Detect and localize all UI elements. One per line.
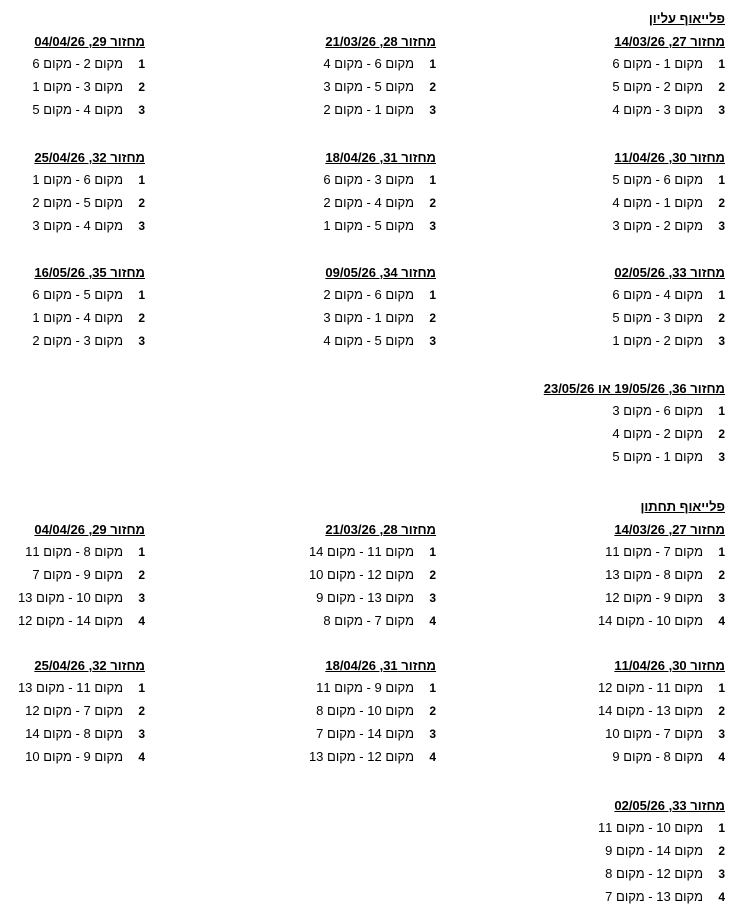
match-number: 1 [429, 57, 436, 71]
round-block [0, 150, 145, 239]
round-title: מחזור 29, 04/04/26 [34, 34, 145, 49]
round-title: מחזור 33, 02/05/26 [614, 265, 725, 280]
match-number: 3 [138, 334, 145, 348]
round-title: מחזור 30, 11/04/26 [614, 658, 725, 673]
match-text: מקום 8 - מקום 9 [612, 749, 703, 764]
match-row [475, 701, 725, 724]
match-row [186, 542, 436, 565]
match-number: 1 [138, 57, 145, 71]
match-row [0, 100, 145, 123]
match-text: מקום 12 - מקום 8 [605, 866, 703, 881]
match-row [475, 678, 725, 701]
match-number: 2 [138, 704, 145, 718]
round-title: מחזור 35, 16/05/26 [34, 265, 145, 280]
match-number: 3 [718, 450, 725, 464]
match-text: מקום 14 - מקום 9 [605, 843, 703, 858]
match-text: מקום 2 - מקום 6 [32, 56, 123, 71]
match-row [0, 724, 145, 747]
round-block [186, 522, 436, 634]
match-number: 3 [138, 219, 145, 233]
match-row [475, 818, 725, 841]
match-row [0, 193, 145, 216]
match-row [186, 701, 436, 724]
match-row [186, 565, 436, 588]
match-text: מקום 3 - מקום 5 [612, 310, 703, 325]
match-text: מקום 1 - מקום 5 [612, 449, 703, 464]
match-text: מקום 1 - מקום 4 [612, 195, 703, 210]
match-row [0, 285, 145, 308]
match-row [475, 424, 725, 447]
match-number: 3 [429, 219, 436, 233]
round-title: מחזור 36, 19/05/26 או 23/05/26 [543, 381, 725, 396]
match-number: 3 [718, 103, 725, 117]
match-text: מקום 6 - מקום 5 [612, 172, 703, 187]
match-text: מקום 3 - מקום 6 [323, 172, 414, 187]
round-title: מחזור 29, 04/04/26 [34, 522, 145, 537]
round-block [186, 150, 436, 239]
match-number: 2 [138, 311, 145, 325]
match-number: 1 [429, 288, 436, 302]
match-row [475, 724, 725, 747]
lower-playoff-title: פלייאוף תחתון [640, 499, 725, 514]
match-number: 2 [138, 80, 145, 94]
match-row [475, 841, 725, 864]
match-text: מקום 9 - מקום 11 [316, 680, 414, 695]
round-title: מחזור 27, 14/03/26 [614, 34, 725, 49]
match-text: מקום 6 - מקום 1 [32, 172, 123, 187]
match-row [475, 77, 725, 100]
match-text: מקום 8 - מקום 11 [25, 544, 123, 559]
match-row [186, 588, 436, 611]
match-row [0, 588, 145, 611]
match-text: מקום 9 - מקום 12 [605, 590, 703, 605]
match-number: 1 [718, 57, 725, 71]
round-block [475, 265, 725, 354]
match-row [0, 331, 145, 354]
round-block [186, 34, 436, 123]
match-text: מקום 7 - מקום 12 [25, 703, 123, 718]
match-text: מקום 11 - מקום 14 [308, 544, 414, 559]
match-row [186, 77, 436, 100]
match-text: מקום 3 - מקום 2 [32, 333, 123, 348]
match-row [475, 170, 725, 193]
match-text: מקום 4 - מקום 1 [32, 310, 123, 325]
match-number: 3 [429, 334, 436, 348]
match-row [475, 100, 725, 123]
round-block [475, 522, 725, 634]
match-number: 1 [718, 288, 725, 302]
match-text: מקום 5 - מקום 3 [323, 79, 414, 94]
round-title: מחזור 32, 25/04/26 [34, 150, 145, 165]
round-title: מחזור 31, 18/04/26 [325, 658, 436, 673]
match-row [186, 100, 436, 123]
match-text: מקום 8 - מקום 13 [605, 567, 703, 582]
match-text: מקום 8 - מקום 14 [25, 726, 123, 741]
match-number: 3 [718, 334, 725, 348]
match-text: מקום 6 - מקום 3 [612, 403, 703, 418]
match-number: 2 [718, 568, 725, 582]
round-title: מחזור 30, 11/04/26 [614, 150, 725, 165]
match-number: 1 [718, 545, 725, 559]
match-row [186, 54, 436, 77]
match-number: 2 [718, 80, 725, 94]
round-block [0, 522, 145, 634]
round-title: מחזור 31, 18/04/26 [325, 150, 436, 165]
match-text: מקום 1 - מקום 6 [612, 56, 703, 71]
match-text: מקום 10 - מקום 8 [316, 703, 414, 718]
round-title: מחזור 28, 21/03/26 [325, 522, 436, 537]
match-text: מקום 6 - מקום 4 [323, 56, 414, 71]
match-row [475, 588, 725, 611]
match-text: מקום 13 - מקום 9 [316, 590, 414, 605]
match-number: 2 [429, 704, 436, 718]
match-row [475, 542, 725, 565]
round-block [475, 798, 725, 910]
round-title: מחזור 33, 02/05/26 [614, 798, 725, 813]
match-text: מקום 4 - מקום 5 [32, 102, 123, 117]
match-number: 3 [429, 103, 436, 117]
match-number: 1 [718, 404, 725, 418]
match-row [0, 54, 145, 77]
match-row [475, 308, 725, 331]
round-title: מחזור 32, 25/04/26 [34, 658, 145, 673]
match-number: 1 [718, 173, 725, 187]
match-number: 3 [429, 591, 436, 605]
round-block [0, 265, 145, 354]
match-number: 2 [718, 844, 725, 858]
match-text: מקום 14 - מקום 12 [17, 613, 123, 628]
match-row [186, 216, 436, 239]
match-row [186, 678, 436, 701]
match-row [0, 701, 145, 724]
match-row [186, 170, 436, 193]
match-text: מקום 2 - מקום 3 [612, 218, 703, 233]
match-number: 2 [718, 311, 725, 325]
match-number: 1 [138, 545, 145, 559]
match-text: מקום 7 - מקום 10 [605, 726, 703, 741]
match-number: 2 [718, 196, 725, 210]
match-row [186, 308, 436, 331]
match-text: מקום 7 - מקום 8 [323, 613, 414, 628]
match-number: 2 [429, 196, 436, 210]
match-text: מקום 2 - מקום 4 [612, 426, 703, 441]
match-number: 4 [718, 750, 725, 764]
match-number: 4 [429, 614, 436, 628]
match-row [475, 447, 725, 470]
round-block [186, 265, 436, 354]
match-number: 3 [138, 727, 145, 741]
match-text: מקום 12 - מקום 13 [308, 749, 414, 764]
match-text: מקום 5 - מקום 1 [323, 218, 414, 233]
match-text: מקום 6 - מקום 2 [323, 287, 414, 302]
match-number: 2 [718, 704, 725, 718]
match-number: 1 [429, 545, 436, 559]
match-row [475, 747, 725, 770]
match-number: 3 [718, 219, 725, 233]
match-number: 3 [718, 591, 725, 605]
match-row [186, 331, 436, 354]
match-number: 2 [138, 196, 145, 210]
match-text: מקום 11 - מקום 13 [17, 680, 123, 695]
match-text: מקום 9 - מקום 10 [25, 749, 123, 764]
match-text: מקום 5 - מקום 6 [32, 287, 123, 302]
match-row [475, 565, 725, 588]
round-block [475, 34, 725, 123]
match-row [475, 887, 725, 910]
round-title: מחזור 27, 14/03/26 [614, 522, 725, 537]
match-number: 1 [138, 681, 145, 695]
match-text: מקום 1 - מקום 3 [323, 310, 414, 325]
match-row [0, 565, 145, 588]
match-text: מקום 4 - מקום 2 [323, 195, 414, 210]
match-row [475, 331, 725, 354]
match-row [0, 747, 145, 770]
match-row [0, 542, 145, 565]
match-text: מקום 4 - מקום 6 [612, 287, 703, 302]
match-number: 4 [138, 750, 145, 764]
match-row [475, 54, 725, 77]
round-title: מחזור 34, 09/05/26 [325, 265, 436, 280]
match-row [186, 193, 436, 216]
match-number: 2 [718, 427, 725, 441]
match-text: מקום 13 - מקום 14 [597, 703, 703, 718]
match-number: 1 [138, 173, 145, 187]
match-number: 2 [429, 568, 436, 582]
match-number: 4 [429, 750, 436, 764]
match-number: 2 [429, 311, 436, 325]
round-title: מחזור 28, 21/03/26 [325, 34, 436, 49]
match-row [475, 216, 725, 239]
match-row [0, 77, 145, 100]
match-number: 3 [429, 727, 436, 741]
match-number: 4 [138, 614, 145, 628]
match-number: 1 [138, 288, 145, 302]
match-text: מקום 1 - מקום 2 [323, 102, 414, 117]
match-text: מקום 9 - מקום 7 [32, 567, 123, 582]
match-row [0, 308, 145, 331]
round-block [475, 381, 725, 470]
round-block [186, 658, 436, 770]
match-text: מקום 7 - מקום 11 [605, 544, 703, 559]
match-text: מקום 12 - מקום 10 [308, 567, 414, 582]
match-text: מקום 11 - מקום 12 [597, 680, 703, 695]
match-number: 2 [138, 568, 145, 582]
match-row [0, 678, 145, 701]
match-number: 4 [718, 614, 725, 628]
match-number: 1 [429, 681, 436, 695]
match-number: 1 [429, 173, 436, 187]
match-text: מקום 3 - מקום 4 [612, 102, 703, 117]
match-number: 4 [718, 890, 725, 904]
match-number: 3 [138, 103, 145, 117]
match-row [475, 401, 725, 424]
round-block [475, 658, 725, 770]
match-text: מקום 5 - מקום 4 [323, 333, 414, 348]
match-row [186, 611, 436, 634]
match-row [186, 724, 436, 747]
upper-playoff-title: פלייאוף עליון [648, 11, 725, 26]
round-block [475, 150, 725, 239]
match-row [186, 747, 436, 770]
match-row [186, 285, 436, 308]
match-text: מקום 13 - מקום 7 [605, 889, 703, 904]
match-row [0, 170, 145, 193]
match-text: מקום 10 - מקום 11 [597, 820, 703, 835]
match-text: מקום 5 - מקום 2 [32, 195, 123, 210]
match-row [475, 611, 725, 634]
match-row [475, 864, 725, 887]
match-row [0, 611, 145, 634]
match-text: מקום 2 - מקום 5 [612, 79, 703, 94]
match-text: מקום 10 - מקום 13 [17, 590, 123, 605]
round-block [0, 658, 145, 770]
match-text: מקום 10 - מקום 14 [597, 613, 703, 628]
match-number: 1 [718, 821, 725, 835]
match-text: מקום 4 - מקום 3 [32, 218, 123, 233]
match-row [475, 193, 725, 216]
match-number: 3 [138, 591, 145, 605]
match-row [475, 285, 725, 308]
match-number: 3 [718, 727, 725, 741]
match-row [0, 216, 145, 239]
match-number: 2 [429, 80, 436, 94]
match-number: 3 [718, 867, 725, 881]
match-text: מקום 3 - מקום 1 [32, 79, 123, 94]
round-block [0, 34, 145, 123]
match-text: מקום 2 - מקום 1 [612, 333, 703, 348]
match-text: מקום 14 - מקום 7 [316, 726, 414, 741]
match-number: 1 [718, 681, 725, 695]
